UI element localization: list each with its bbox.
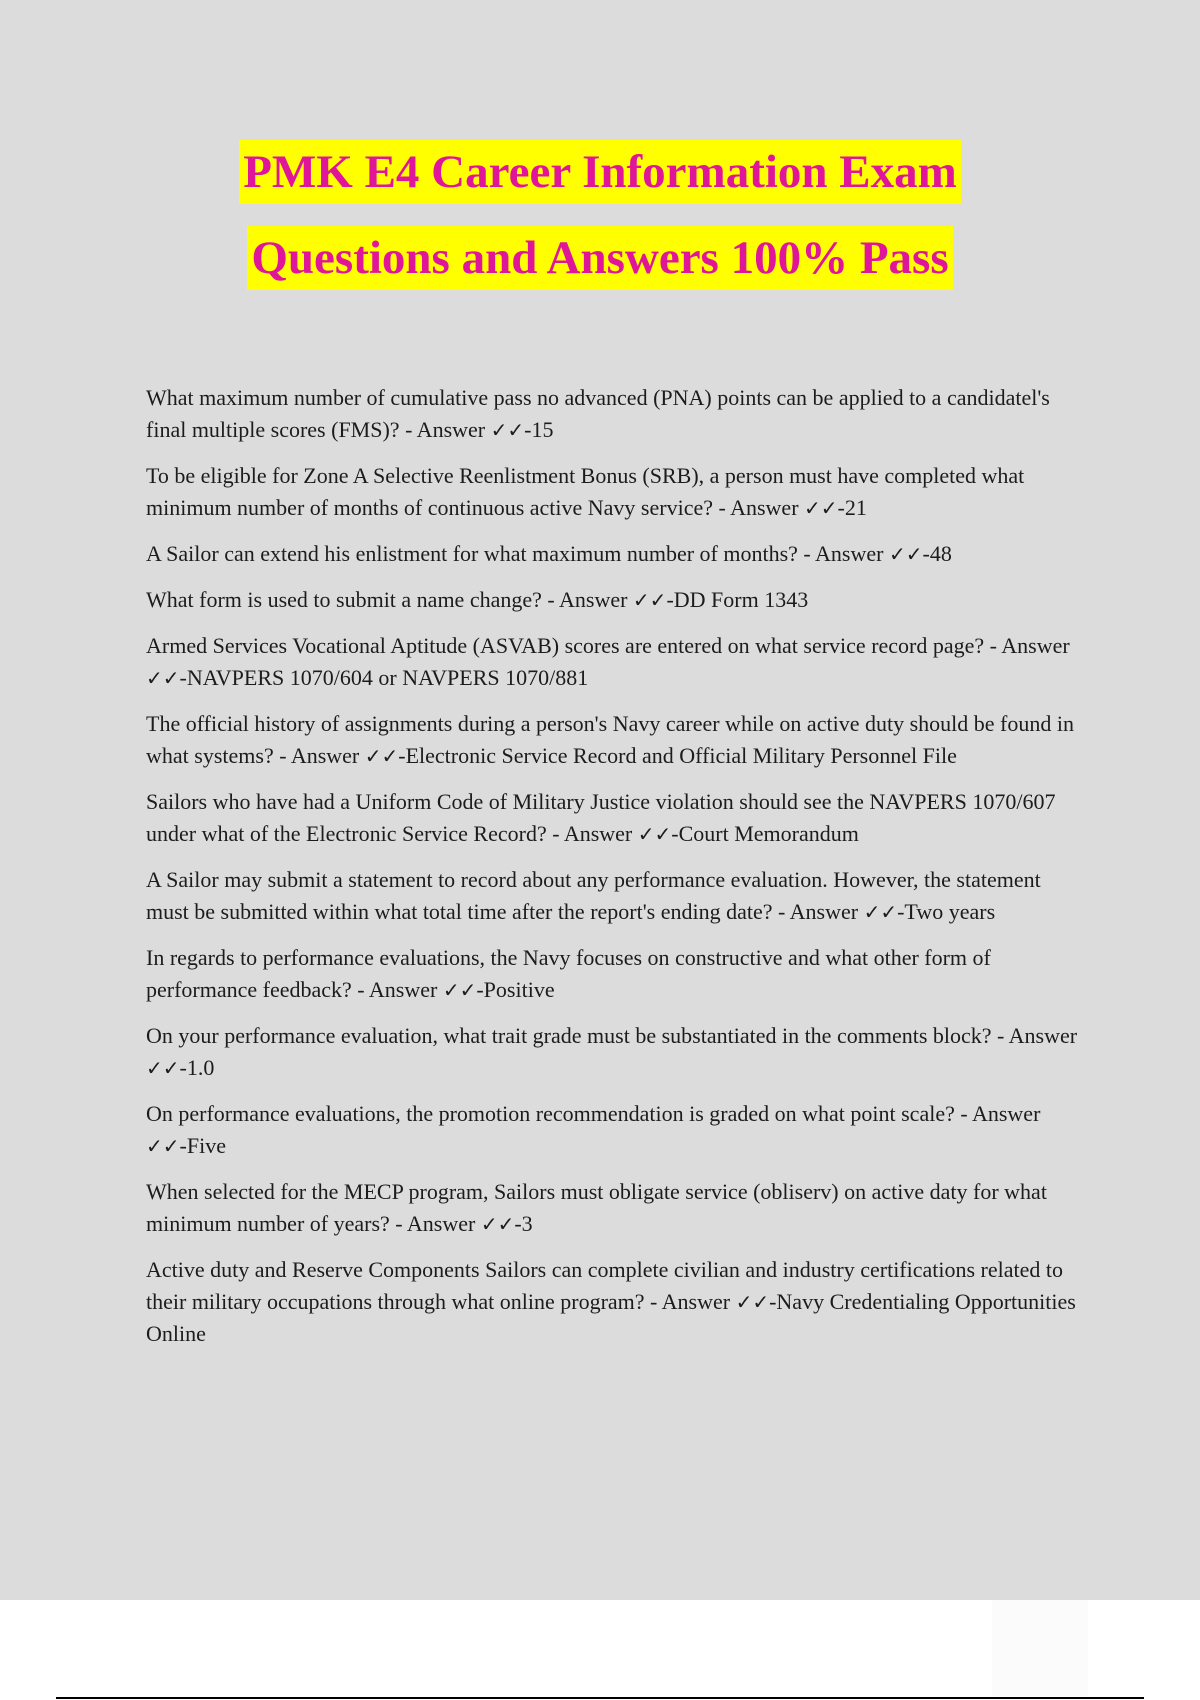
check-icon: ✓✓ <box>863 900 898 924</box>
check-icon: ✓✓ <box>146 1134 180 1158</box>
qa-item <box>146 1176 1086 1240</box>
question-text: Armed Services Vocational Aptitude (ASVAB) scores are entered on what service record page? - Answer <box>146 633 1070 658</box>
check-icon: ✓✓ <box>888 542 923 566</box>
answer-text: -Five <box>179 1133 226 1158</box>
question-text: A Sailor may submit a statement to record about any performance evaluation. However, the statement must be submitted within what total time after the report's ending date? - Answer <box>146 867 1041 924</box>
answer-text: -Positive <box>476 977 555 1002</box>
qa-item <box>146 942 1086 1006</box>
qa-list <box>146 382 1086 1364</box>
check-icon: ✓✓ <box>804 496 838 520</box>
qa-item <box>146 460 1086 524</box>
answer-text: -Electronic Service Record and Official Military Personnel File <box>398 743 957 768</box>
title-line-1: PMK E4 Career Information Exam <box>239 140 961 204</box>
check-icon: ✓✓ <box>632 588 667 612</box>
question-text: In regards to performance evaluations, the Navy focuses on constructive and what other form of performance feedback? - Answer <box>146 945 991 1002</box>
answer-text: -15 <box>524 417 554 442</box>
document-title <box>0 140 1200 290</box>
check-icon: ✓✓ <box>480 1212 515 1236</box>
qa-item <box>146 708 1086 772</box>
qa-item <box>146 382 1086 446</box>
question-text: To be eligible for Zone A Selective Reenlistment Bonus (SRB), a person must have completed what minimum number of months of continuous active Navy service? - Answer <box>146 463 1025 520</box>
qa-item <box>146 1098 1086 1162</box>
question-text: What form is used to submit a name change? - Answer <box>146 587 633 612</box>
answer-text: -48 <box>922 541 952 566</box>
qa-item <box>146 538 1086 570</box>
answer-text: -Two years <box>897 899 996 924</box>
qa-item <box>146 1020 1086 1084</box>
qa-item <box>146 864 1086 928</box>
answer-text: -1.0 <box>179 1055 215 1080</box>
qa-item <box>146 1254 1086 1350</box>
answer-text: -Court Memorandum <box>671 821 859 846</box>
question-text: On performance evaluations, the promotion recommendation is graded on what point scale? - Answer <box>146 1101 1041 1126</box>
check-icon: ✓✓ <box>490 418 525 442</box>
blank-box <box>992 1600 1088 1696</box>
check-icon: ✓✓ <box>146 1056 180 1080</box>
question-text: Sailors who have had a Uniform Code of Military Justice violation should see the NAVPERS 1070/607 under what of the Electronic Service Record? - Answer <box>146 789 1056 846</box>
answer-text: -Navy Credentialing Opportunities Online <box>146 1289 1076 1346</box>
check-icon: ✓✓ <box>735 1290 770 1314</box>
question-text: On your performance evaluation, what trait grade must be substantiated in the comments block? - Answer <box>146 1023 1078 1048</box>
question-text: When selected for the MECP program, Sailors must obligate service (obliserv) on active daty for what minimum number of years? - Answer <box>146 1179 1047 1236</box>
answer-text: -3 <box>514 1211 533 1236</box>
question-text: What maximum number of cumulative pass no advanced (PNA) points can be applied to a candidatel's final multiple scores (FMS)? - Answer <box>146 385 1050 442</box>
check-icon: ✓✓ <box>637 822 672 846</box>
question-text: The official history of assignments during a person's Navy career while on active duty should be found in what systems? - Answer <box>146 711 1074 768</box>
check-icon: ✓✓ <box>442 978 477 1002</box>
qa-item <box>146 584 1086 616</box>
qa-item <box>146 786 1086 850</box>
question-text: Active duty and Reserve Components Sailors can complete civilian and industry certifications related to their military occupations through what online program? - Answer <box>146 1257 1064 1314</box>
title-line-2: Questions and Answers 100% Pass <box>247 226 952 290</box>
check-icon: ✓✓ <box>364 744 399 768</box>
qa-item <box>146 630 1086 694</box>
check-icon: ✓✓ <box>146 666 180 690</box>
answer-text: -NAVPERS 1070/604 or NAVPERS 1070/881 <box>179 665 589 690</box>
answer-text: -DD Form 1343 <box>666 587 809 612</box>
answer-text: -21 <box>837 495 867 520</box>
bottom-rule <box>56 1697 1144 1699</box>
question-text: A Sailor can extend his enlistment for what maximum number of months? - Answer <box>146 541 889 566</box>
